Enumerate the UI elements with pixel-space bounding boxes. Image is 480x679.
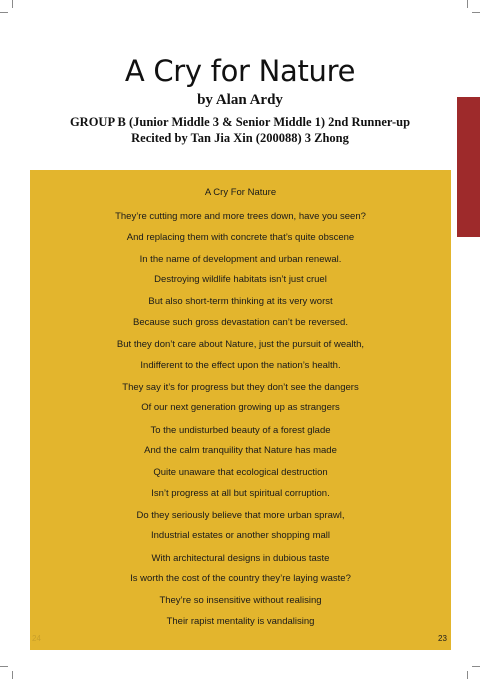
poem-line: In the name of development and urban renewal. <box>139 253 342 265</box>
poem-line: And replacing them with concrete that’s quite obscene <box>126 231 355 243</box>
poem-line: To the undisturbed beauty of a forest glade <box>150 424 331 436</box>
author-line: by Alan Ardy <box>197 92 283 108</box>
poem-line: Because such gross devastation can’t be reversed. <box>133 316 348 328</box>
poem-line: Industrial estates or another shopping mall <box>150 530 331 542</box>
poem-line: They say it’s for progress but they don’t see the dangers <box>122 381 359 393</box>
crop-mark <box>12 671 13 679</box>
crop-mark <box>0 666 8 667</box>
poem-line: They’re cutting more and more trees down, have you seen? <box>115 211 366 222</box>
poem-line: Do they seriously believe that more urban sprawl, <box>136 509 345 521</box>
poem-line: Destroying wildlife habitats isn’t just cruel <box>154 274 327 286</box>
poem-panel <box>30 170 451 650</box>
page-title: A Cry for Nature <box>124 54 356 88</box>
poem-line: And the calm tranquility that Nature has made <box>144 445 337 456</box>
poem-line: They’re so insensitive without realising <box>159 595 322 607</box>
poem-line: Of our next generation growing up as strangers <box>141 402 340 414</box>
crop-mark <box>12 0 13 8</box>
poem-line: Quite unaware that ecological destruction <box>153 467 328 479</box>
crop-mark <box>0 12 8 13</box>
crop-mark <box>472 666 480 667</box>
poem-line: With architectural designs in dubious taste <box>151 552 330 564</box>
page-number-right: 23 <box>438 634 447 643</box>
poem-line: Indifferent to the effect upon the nation’s health. <box>140 359 341 371</box>
poem-line: But they don’t care about Nature, just the pursuit of wealth, <box>116 339 365 351</box>
poem-line: But also short-term thinking at its very worst <box>148 296 333 308</box>
side-tab <box>457 97 480 237</box>
poem-title: A Cry For Nature <box>204 187 277 198</box>
poem-line: Their rapist mentality is vandalising <box>166 615 315 627</box>
reciter-line: Recited by Tan Jia Xin (200088) 3 Zhong <box>131 131 349 145</box>
poem-line: Is worth the cost of the country they’re laying waste? <box>130 573 351 585</box>
group-line: GROUP B (Junior Middle 3 & Senior Middle 1) 2nd Runner-up <box>69 115 411 129</box>
crop-mark <box>467 0 468 8</box>
crop-mark <box>472 12 480 13</box>
page-number-left: 24 <box>32 634 41 643</box>
crop-mark <box>467 671 468 679</box>
poem-line: Isn’t progress at all but spiritual corruption. <box>151 487 330 499</box>
